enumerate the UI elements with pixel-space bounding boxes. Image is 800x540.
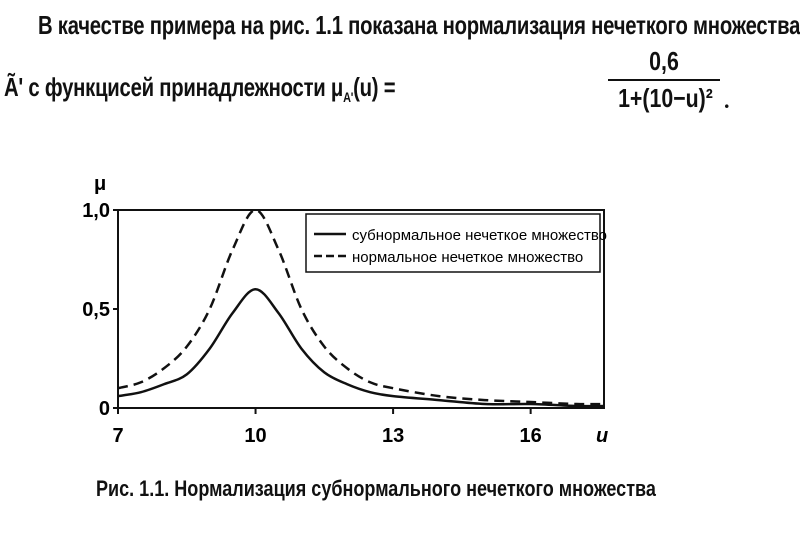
y-tick-label: 1,0 <box>82 200 110 222</box>
formula-numerator: 0,6 <box>649 46 679 76</box>
x-axis-label: u <box>596 425 609 447</box>
x-tick-label: 10 <box>244 425 267 447</box>
y-tick-label: 0,5 <box>82 299 110 321</box>
chart-legend <box>306 214 607 272</box>
paragraph-line-1: В качестве примера на рис. 1.1 показана нормализация нечеткого множества <box>38 10 800 40</box>
x-tick-label: 13 <box>381 425 405 447</box>
figure-caption: Рис. 1.1. Нормализация субнормального нечеткого множества <box>96 476 656 501</box>
formula-denominator: 1+(10−u)² <box>618 83 713 113</box>
series-subnormal-line <box>118 289 604 406</box>
x-tick-label: 16 <box>519 425 542 447</box>
line2-prefix: Ã' с функцисей принадлежности μ <box>4 72 344 102</box>
line2-subscript: A' <box>343 89 354 106</box>
legend-label: нормальное нечеткое множество <box>352 249 584 266</box>
y-tick-label: 0 <box>98 398 110 420</box>
legend-label: субнормальное нечеткое множество <box>352 227 607 244</box>
formula-trailing-dot: . <box>724 88 730 113</box>
line2-arg: (u) = <box>353 72 396 102</box>
x-tick-label: 7 <box>112 425 124 447</box>
y-axis-label: μ <box>94 173 107 195</box>
